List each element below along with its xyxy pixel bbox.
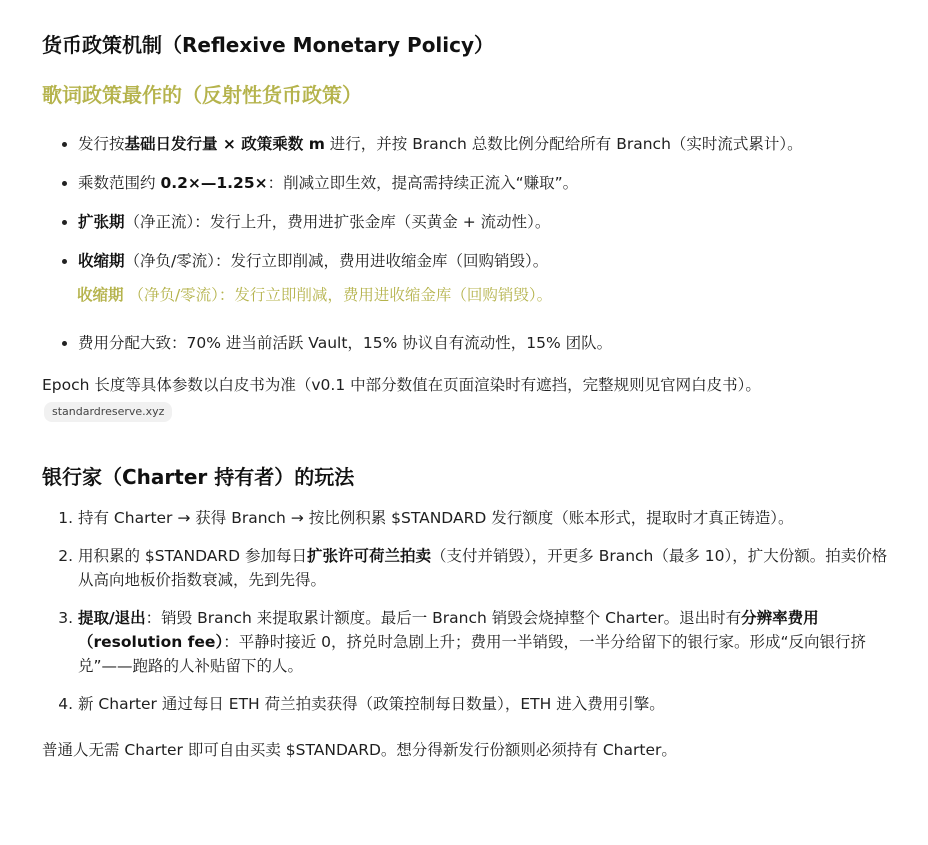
list-item: 4. 新 Charter 通过每日 ETH 荷兰拍卖获得（政策控制每日数量），ETH 进入费用引擎。 (78, 692, 902, 716)
list-item: • 发行按基础日发行量 × 政策乘数 m 进行，并按 Branch 总数比例分配给所有 Branch（实时流式累计）。 (78, 132, 902, 156)
source-chip[interactable]: standardreserve.xyz (44, 402, 172, 422)
accent-line: 收缩期 （净负/零流）：发行立即削减，费用进收缩金库（回购销毁）。 (77, 286, 553, 304)
fee-bullet-list (42, 331, 902, 355)
banker-steps-list (42, 506, 902, 716)
list-item: 2. 用积累的 $STANDARD 参加每日扩张许可荷兰拍卖（支付并销毁），开更多 Branch（最多 10），扩大份额。拍卖价格从高向地板价指数衰减，先到先得。 (78, 544, 902, 592)
epoch-note: Epoch 长度等具体参数以白皮书为准（v0.1 中部分数值在页面渲染时有遮挡，完整规则见官网白皮书）。 (42, 376, 761, 394)
policy-bullet-list (42, 132, 902, 273)
closing-paragraph: 普通人无需 Charter 即可自由买卖 $STANDARD。想分得新发行份额则必须持有 Charter。 (42, 741, 677, 759)
list-item: • 扩张期（净正流）：发行上升，费用进扩张金库（买黄金 + 流动性）。 (78, 210, 902, 234)
section-title-monetary-policy: 货币政策机制（Reflexive Monetary Policy） (42, 33, 495, 57)
list-item: • 收缩期（净负/零流）：发行立即削减，费用进收缩金库（回购销毁）。 (78, 249, 902, 273)
list-item: • 费用分配大致：70% 进当前活跃 Vault，15% 协议自有流动性，15% 团队。 (78, 331, 902, 355)
list-item: • 乘数范围约 0.2×—1.25×：削减立即生效，提高需持续正流入“赚取”。 (78, 171, 902, 195)
accent-heading: 歌词政策最作的（反射性货币政策） (42, 83, 362, 107)
list-item: 1. 持有 Charter → 获得 Branch → 按比例积累 $STANDARD 发行额度（账本形式，提取时才真正铸造）。 (78, 506, 902, 530)
document (42, 24, 902, 762)
source-chip-row (44, 397, 902, 422)
section-title-bankers: 银行家（Charter 持有者）的玩法 (42, 465, 355, 489)
list-item: 3. 提取/退出：销毁 Branch 来提取累计额度。最后一 Branch 销毁会烧掉整个 Charter。退出时有分辨率费用（resolution fee）：平静时接近 0，挤兑时急剧上升；费用一半销毁，一半分给留下的银行家。形成“反向银行挤兑”——跑路的人补贴留下的人。 (78, 606, 902, 678)
